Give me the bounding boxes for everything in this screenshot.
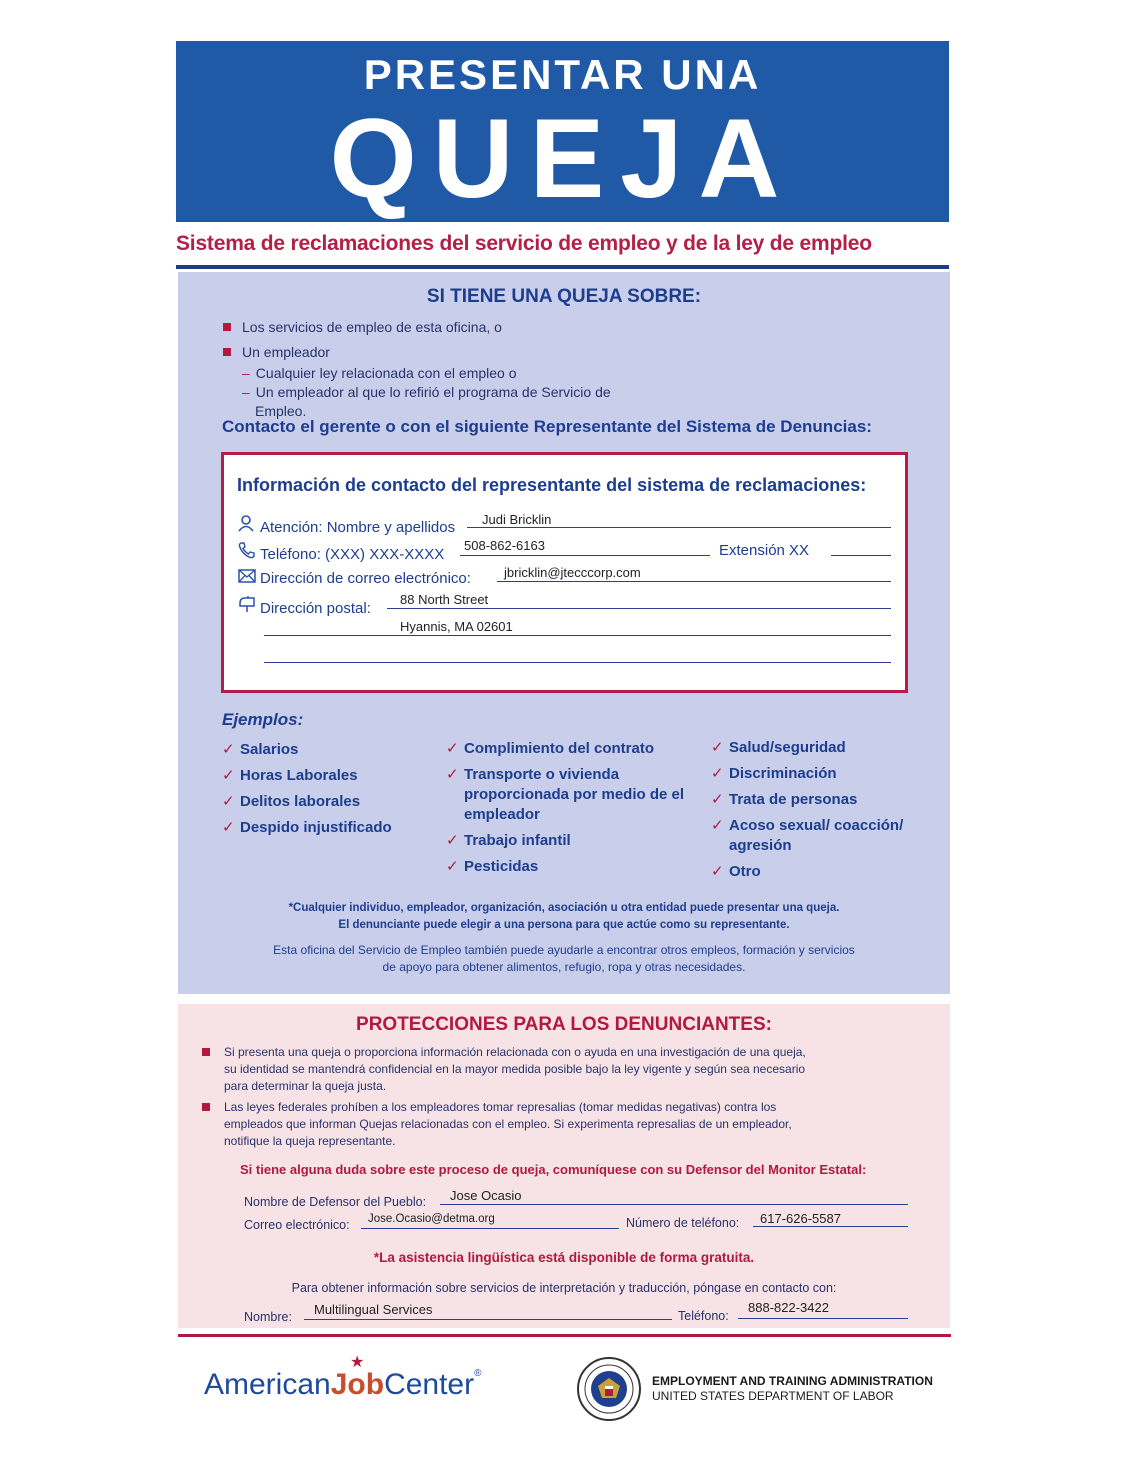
interp-name-label: Nombre: bbox=[244, 1310, 292, 1324]
example-item: ✓ Horas Laborales bbox=[222, 767, 358, 784]
logo-text-center: Center bbox=[384, 1368, 475, 1401]
example-item: ✓ Salud/seguridad bbox=[711, 739, 846, 756]
bottom-divider bbox=[178, 1334, 951, 1337]
example-item: ✓ Trata de personas bbox=[711, 791, 858, 808]
complaint-sub-2-text: Un empleador al que lo refirió el programa de Servicio de bbox=[255, 384, 611, 400]
envelope-icon bbox=[238, 569, 260, 587]
check-icon: ✓ bbox=[222, 793, 235, 810]
check-icon: ✓ bbox=[446, 740, 459, 757]
name-value: Judi Bricklin bbox=[482, 512, 552, 527]
examples-title: Ejemplos: bbox=[222, 710, 304, 729]
email-line bbox=[497, 581, 891, 582]
complaint-item-1-text: Los servicios de empleo de esta oficina, o bbox=[242, 319, 502, 335]
person-icon bbox=[238, 515, 260, 536]
ombudsman-email-value: Jose.Ocasio@detma.org bbox=[368, 1213, 495, 1225]
check-icon: ✓ bbox=[711, 863, 724, 880]
mailbox-icon bbox=[238, 596, 260, 617]
dol-seal-icon bbox=[576, 1356, 642, 1422]
email-value: jbricklin@jtecccorp.com bbox=[504, 565, 641, 580]
phone-value: 508-862-6163 bbox=[464, 538, 545, 553]
interp-name-line bbox=[304, 1319, 672, 1320]
bullet-icon bbox=[223, 348, 231, 356]
complaint-section bbox=[178, 272, 950, 994]
example-item: ✓ Delitos laborales bbox=[222, 793, 361, 810]
name-line bbox=[467, 527, 891, 528]
contact-name-row bbox=[238, 515, 455, 536]
ombudsman-phone-label: Número de teléfono: bbox=[626, 1216, 740, 1230]
services-note-line-1: Esta oficina del Servicio de Empleo también puede ayudarle a encontrar otros empleos, formación y servicios bbox=[273, 943, 855, 957]
eligibility-note-line-1: *Cualquier individuo, empleador, organización, asociación u otra entidad puede presentar una queja. bbox=[288, 902, 840, 914]
eligibility-note bbox=[178, 900, 950, 934]
phone-line bbox=[460, 555, 710, 556]
interp-phone-value: 888-822-3422 bbox=[748, 1300, 829, 1315]
protections-section bbox=[178, 1004, 950, 1328]
contact-heading: Contacto el gerente o con el siguiente Representante del Sistema de Denuncias: bbox=[222, 417, 872, 436]
contact-info-box bbox=[221, 452, 908, 693]
check-icon: ✓ bbox=[711, 739, 724, 756]
eligibility-note-line-2: El denunciante puede elegir a una persona para que actúe como su representante. bbox=[338, 919, 790, 931]
example-item: ✓ Trabajo infantil bbox=[446, 832, 571, 849]
examples-col-3 bbox=[711, 738, 911, 888]
logo-text-job: Job bbox=[330, 1368, 385, 1401]
complaint-title: SI TIENE UNA QUEJA SOBRE: bbox=[426, 286, 702, 307]
check-icon: ✓ bbox=[446, 858, 459, 875]
protections-title: PROTECCIONES PARA LOS DENUNCIANTES: bbox=[356, 1014, 772, 1035]
ombudsman-line bbox=[440, 1204, 908, 1205]
ombudsman-value: Jose Ocasio bbox=[450, 1188, 522, 1203]
postal-line-1-rule bbox=[387, 608, 891, 609]
bullet-icon bbox=[202, 1048, 210, 1056]
complaint-sub-1: – Cualquier ley relacionada con el empleo o bbox=[242, 365, 517, 381]
complaint-sub-2: – Un empleador al que lo refirió el programa de Servicio de bbox=[242, 384, 611, 400]
bullet-icon bbox=[202, 1103, 210, 1111]
name-label: Atención: Nombre y apellidos bbox=[260, 519, 456, 536]
free-language-notice: *La asistencia lingüística está disponible de forma gratuita. bbox=[373, 1250, 755, 1265]
ombudsman-email-line bbox=[361, 1228, 619, 1229]
postal-line-3-rule bbox=[264, 662, 891, 663]
examples-col-2 bbox=[446, 739, 696, 883]
examples-col-1 bbox=[222, 740, 432, 844]
phone-icon bbox=[238, 542, 260, 563]
ombudsman-label: Nombre de Defensor del Pueblo: bbox=[244, 1195, 427, 1209]
services-note-line-2: de apoyo para obtener alimentos, refugio, ropa y otras necesidades. bbox=[382, 960, 746, 974]
bullet-icon bbox=[223, 323, 231, 331]
postal-line-2: Hyannis, MA 02601 bbox=[400, 619, 513, 634]
contact-box-title: Información de contacto del representante del sistema de reclamaciones: bbox=[237, 475, 867, 495]
title-line-2: QUEJA bbox=[329, 96, 796, 221]
eta-name: EMPLOYMENT AND TRAINING ADMINISTRATION bbox=[652, 1374, 933, 1388]
interp-phone-line bbox=[738, 1318, 908, 1319]
check-icon: ✓ bbox=[711, 817, 724, 834]
dol-name: UNITED STATES DEPARTMENT OF LABOR bbox=[652, 1389, 894, 1403]
example-item: ✓ Otro bbox=[711, 863, 761, 880]
ombudsman-phone-value: 617-626-5587 bbox=[760, 1211, 841, 1226]
postal-line-1: 88 North Street bbox=[400, 592, 489, 607]
contact-postal-row bbox=[238, 596, 371, 617]
phone-label: Teléfono: (XXX) XXX-XXXX bbox=[260, 546, 445, 563]
american-job-center-logo: AmericanJobCenter® ★ bbox=[204, 1354, 482, 1401]
example-item: ✓ Despido injustificado bbox=[222, 819, 392, 836]
email-label: Dirección de correo electrónico: bbox=[260, 570, 471, 587]
check-icon: ✓ bbox=[711, 791, 724, 808]
protection-bullet-1: Si presenta una queja o proporciona información relacionada con o ayuda en una investigación de una queja, su identidad se mantendrá confidencial en la mayor medida posible bajo la ley vigente y según sea necesario para determinar la queja justa. bbox=[224, 1044, 904, 1095]
interp-name-value: Multilingual Services bbox=[314, 1302, 433, 1317]
check-icon: ✓ bbox=[222, 819, 235, 836]
contact-email-row bbox=[238, 569, 471, 587]
check-icon: ✓ bbox=[446, 766, 459, 783]
services-note bbox=[178, 942, 950, 976]
top-divider bbox=[176, 265, 949, 269]
check-icon: ✓ bbox=[711, 765, 724, 782]
postal-line-2-rule bbox=[264, 635, 891, 636]
complaint-sub-2-cont: Empleo. bbox=[255, 403, 307, 419]
protection-bullet-2: Las leyes federales prohíben a los empleadores tomar represalias (tomar medidas negativas) contra los empleados que informan Quejas relacionadas con el empleo. Si experimenta represalias de un empleador, notifique la queja representante. bbox=[224, 1099, 904, 1150]
complaint-sub-1-text: Cualquier ley relacionada con el empleo o bbox=[255, 365, 517, 381]
title-line-1: PRESENTAR UNA bbox=[363, 51, 762, 98]
check-icon: ✓ bbox=[446, 832, 459, 849]
example-item: ✓ Salarios bbox=[222, 741, 299, 758]
example-item: ✓ Complimiento del contrato bbox=[446, 740, 655, 757]
ombudsman-question: Si tiene alguna duda sobre este proceso de queja, comuníquese con su Defensor del Monitor Estatal: bbox=[240, 1162, 867, 1177]
star-icon: ★ bbox=[350, 1354, 365, 1371]
complaint-item-2-text: Un empleador bbox=[242, 344, 330, 360]
complaint-item-1 bbox=[223, 319, 502, 335]
example-item: ✓ Discriminación bbox=[711, 765, 837, 782]
interpretation-note: Para obtener información sobre servicios de interpretación y traducción, póngase en contacto con: bbox=[291, 1281, 837, 1295]
ombudsman-email-label: Correo electrónico: bbox=[244, 1218, 350, 1232]
ombudsman-phone-line bbox=[753, 1226, 908, 1227]
logo-text-american: American bbox=[204, 1368, 331, 1401]
title-banner bbox=[176, 41, 949, 222]
postal-label: Dirección postal: bbox=[260, 600, 371, 617]
check-icon: ✓ bbox=[222, 767, 235, 784]
check-icon: ✓ bbox=[222, 741, 235, 758]
contact-phone-row bbox=[238, 542, 444, 563]
example-item: ✓ Transporte o vivienda proporcionada por medio de el empleador bbox=[446, 766, 685, 823]
interp-phone-label: Teléfono: bbox=[678, 1309, 729, 1323]
example-item: ✓ Acoso sexual/ coacción/ agresión bbox=[711, 817, 904, 854]
extension-label: Extensión XX bbox=[719, 542, 810, 559]
subtitle: Sistema de reclamaciones del servicio de empleo y de la ley de empleo bbox=[176, 232, 872, 255]
example-item: ✓ Pesticidas bbox=[446, 858, 539, 875]
complaint-item-2 bbox=[223, 344, 330, 360]
extension-line bbox=[831, 555, 891, 556]
